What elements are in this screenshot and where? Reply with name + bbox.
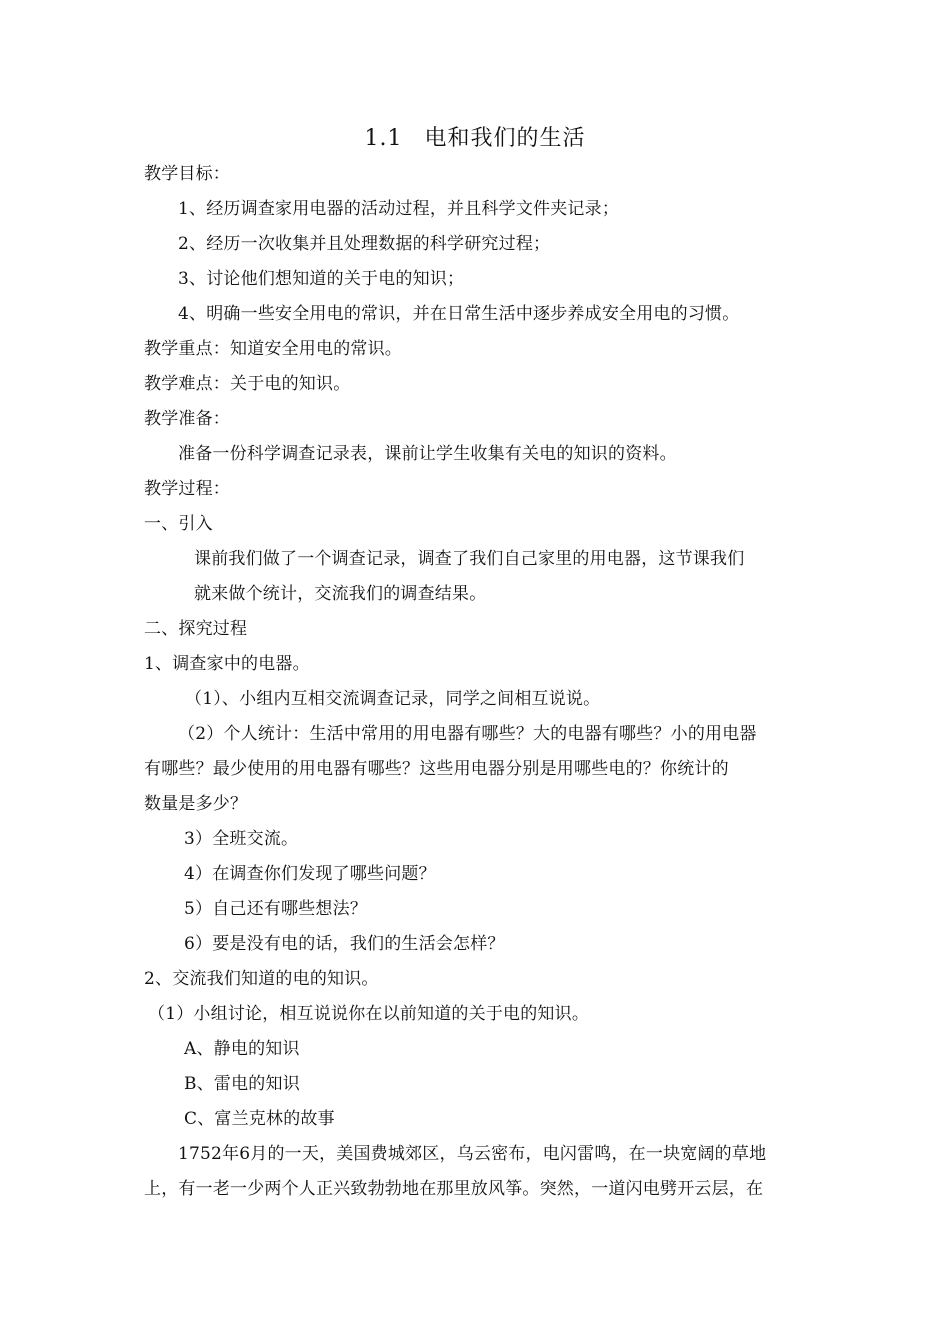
step-2-line-3: 数量是多少？ — [144, 794, 248, 814]
objective-item-1: 1、经历调查家用电器的活动过程，并且科学文件夹记录； — [178, 199, 620, 219]
step-2-line-1: （2）个人统计：生活中常用的用电器有哪些？大的电器有哪些？小的用电器 — [178, 724, 757, 744]
topic-c: C、富兰克林的故事 — [184, 1109, 335, 1129]
objective-item-4: 4、明确一些安全用电的常识，并在日常生活中逐步养成安全用电的习惯。 — [178, 304, 740, 324]
step-3: 3）全班交流。 — [184, 829, 299, 849]
objective-item-2: 2、经历一次收集并且处理数据的科学研究过程； — [178, 234, 551, 254]
discussion-item-1: （1）小组讨论，相互说说你在以前知道的关于电的知识。 — [148, 1004, 590, 1024]
topic-a: A、静电的知识 — [184, 1039, 300, 1059]
story-line-1: 1752年6月的一天，美国费城郊区，乌云密布，电闪雷鸣，在一块宽阔的草地 — [178, 1144, 767, 1164]
title-number: 1.1 — [364, 126, 403, 151]
subsection-2: 2、交流我们知道的电的知识。 — [144, 969, 379, 989]
page-title — [0, 124, 950, 154]
topic-b: B、雷电的知识 — [184, 1074, 300, 1094]
step-2-line-2: 有哪些？最少使用的用电器有哪些？这些用电器分别是用哪些电的？你统计的 — [144, 759, 729, 779]
heading-preparation: 教学准备： — [144, 409, 230, 429]
heading-objectives: 教学目标： — [144, 164, 230, 184]
story-line-2: 上，有一老一少两个人正兴致勃勃地在那里放风筝。突然，一道闪电劈开云层，在 — [144, 1179, 764, 1199]
step-5: 5）自己还有哪些想法？ — [184, 899, 368, 919]
step-4: 4）在调查你们发现了哪些问题？ — [184, 864, 436, 884]
intro-paragraph-line-1: 课前我们做了一个调查记录，调查了我们自己家里的用电器，这节课我们 — [194, 549, 745, 569]
section-explore: 二、探究过程 — [144, 619, 248, 639]
intro-paragraph-line-2: 就来做个统计，交流我们的调查结果。 — [194, 584, 487, 604]
heading-process: 教学过程： — [144, 479, 230, 499]
difficult-point: 教学难点：关于电的知识。 — [144, 374, 351, 394]
step-6: 6）要是没有电的话，我们的生活会怎样？ — [184, 934, 505, 954]
objective-item-3: 3、讨论他们想知道的关于电的知识； — [178, 269, 465, 289]
title-text: 电和我们的生活 — [424, 126, 586, 151]
section-intro: 一、引入 — [144, 514, 213, 534]
step-1: （1）、小组内互相交流调查记录，同学之间相互说说。 — [185, 689, 601, 709]
subsection-1: 1、调查家中的电器。 — [144, 654, 310, 674]
preparation-text: 准备一份科学调查记录表，课前让学生收集有关电的知识的资料。 — [178, 444, 677, 464]
key-point: 教学重点：知道安全用电的常识。 — [144, 339, 402, 359]
